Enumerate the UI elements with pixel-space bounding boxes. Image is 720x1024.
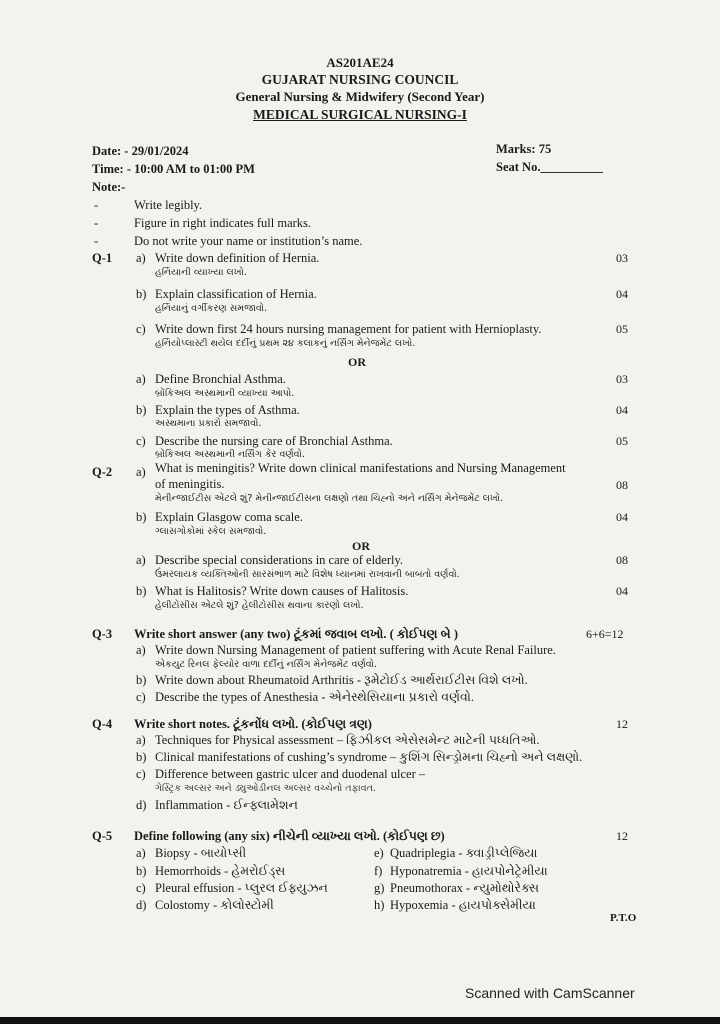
question-text: What is Halitosis? Write down causes of Halitosis. (155, 584, 409, 598)
sub-label: a) (136, 553, 146, 567)
sub-label: c) (136, 881, 146, 895)
question-marks: 08 (616, 478, 628, 492)
question-text: Explain Glasgow coma scale. (155, 510, 303, 524)
question-text-gujarati: બ્રોંકિઅલ અસ્થમાની નર્સિંગ કેર વર્ણવો. (155, 449, 305, 460)
question-number: Q-1 (92, 251, 113, 265)
question-text-gujarati: બ્રોંકિઅલ અસ્થમાની વ્યાખ્યા આપો. (155, 388, 295, 399)
question-text: What is meningitis? Write down clinical manifestations and Nursing Management (155, 461, 566, 475)
course-name: General Nursing & Midwifery (Second Year) (235, 89, 485, 104)
term-item: Biopsy - બાયોપ્સી (155, 846, 247, 860)
question-number: Q-2 (92, 465, 113, 479)
question-text-gujarati: હેલીટોસીસ એટલે શું? હેલીટોસીસ થવાના કારણો લખો. (155, 600, 364, 611)
question-text: Describe the nursing care of Bronchial Asthma. (155, 434, 393, 448)
section-marks: 6+6=12 (586, 627, 624, 641)
note-item: Write legibly. (134, 198, 203, 212)
question-text-gujarati: હર્નિયાની વ્યાખ્યા લખો. (155, 267, 247, 278)
section-title: Write short notes. ટૂંકનોંધ લખો. (કોઈપણ ત્રણ) (134, 717, 372, 731)
sub-label: h) (374, 898, 385, 912)
sub-label: b) (136, 403, 147, 417)
question-text: Write down first 24 hours nursing management for patient with Hernioplasty. (155, 322, 542, 336)
note-bullet: - (94, 216, 99, 230)
question-text: Define Bronchial Asthma. (155, 372, 286, 386)
note-bullet: - (94, 234, 99, 248)
note-item: Figure in right indicates full marks. (134, 216, 312, 230)
note-heading: Note:- (92, 180, 126, 194)
question-text: Write down definition of Hernia. (155, 251, 320, 265)
subject-title: MEDICAL SURGICAL NURSING-I (253, 107, 467, 122)
question-text: of meningitis. (155, 477, 225, 491)
paper-code: AS201AE24 (326, 55, 394, 70)
exam-date: Date: - 29/01/2024 (92, 144, 189, 158)
term-item: Pneumothorax - ન્યુમોથોરેક્સ (390, 881, 539, 895)
sub-label: e) (374, 846, 384, 860)
question-text-gujarati: ગેસ્ટ્રિક અલ્સર અને ડ્યુઓડીનલ અલ્સર વચ્ચેનો તફાવત. (155, 783, 376, 794)
question-text: Difference between gastric ulcer and duodenal ulcer – (155, 767, 426, 781)
question-text: Describe special considerations in care of elderly. (155, 553, 404, 567)
question-text-gujarati: મેનીન્જાઈટીસ એટલે શું? મેનીન્જાઈટીસના લક્ષણો તથા ચિહ્નો અને નર્સિંગ મેનેજમેંટ લખો. (155, 493, 504, 504)
sub-label: b) (136, 864, 147, 878)
term-item: Hemorrhoids - હેમરોઈડ્સ (155, 864, 286, 878)
question-text: Clinical manifestations of cushing’s syndrome – કુશિંગ સિન્ડ્રોમના ચિહ્નો અને લક્ષણો. (155, 750, 583, 764)
question-text-gujarati: એકયુટ રિનલ ફેલ્યોર વાળા દર્દીનું નર્સિંગ મેનેજમેંટ વર્ણવો. (155, 659, 378, 670)
question-marks: 05 (616, 434, 628, 448)
question-number: Q-4 (92, 717, 113, 731)
question-text: Inflammation - ઈન્ફ્લામેશન (155, 798, 298, 812)
question-text-gujarati: ઉંમરલાયક વ્યક્તિઓની સારસંભાળ માટે વિશેષ ધ્યાનમાં રાખવાની બાબતો વર્ણવો. (155, 569, 460, 580)
sub-label: d) (136, 898, 147, 912)
question-text: Describe the types of Anesthesia - એનેસ્થેસિયાના પ્રકારો વર્ણવો. (155, 690, 475, 704)
pto-marker: P.T.O (610, 912, 637, 924)
question-text-gujarati: હર્નિયોપ્લાસ્ટી થયેલ દર્દીનું પ્રથમ ૨૪ કલાકનું નર્સિંગ મેનેજમેંટ લખો. (155, 338, 416, 349)
sub-label: b) (136, 584, 147, 598)
section-marks: 12 (616, 829, 628, 843)
bottom-edge (0, 1017, 720, 1024)
sub-label: b) (136, 673, 147, 687)
sub-label: c) (136, 690, 146, 704)
question-marks: 05 (616, 322, 628, 336)
question-marks: 04 (616, 510, 628, 524)
sub-label: b) (136, 510, 147, 524)
council-name: GUJARAT NURSING COUNCIL (261, 72, 459, 87)
total-marks: Marks: 75 (496, 142, 552, 156)
sub-label: d) (136, 798, 147, 812)
term-item: Colostomy - કોલોસ્ટોમી (155, 898, 274, 912)
scanner-watermark: Scanned with CamScanner (465, 985, 635, 1001)
sub-label: b) (136, 750, 147, 764)
note-item: Do not write your name or institution’s name. (134, 234, 363, 248)
sub-label: a) (136, 372, 146, 386)
sub-label: g) (374, 881, 385, 895)
note-bullet: - (94, 198, 99, 212)
sub-label: a) (136, 251, 146, 265)
section-title: Define following (any six) નીચેની વ્યાખ્યા લખો. (કોઈપણ છ) (134, 829, 445, 843)
section-title: Write short answer (any two) ટૂંકમાં જવાબ લખો. ( કોઈપણ બે ) (134, 627, 458, 641)
seat-number: Seat No.__________ (496, 160, 603, 174)
sub-label: c) (136, 322, 146, 336)
question-marks: 04 (616, 403, 628, 417)
question-marks: 08 (616, 553, 628, 567)
question-text-gujarati: અસ્થમાના પ્રકારો સમજાવો. (155, 418, 262, 429)
sub-label: a) (136, 465, 146, 479)
sub-label: f) (374, 864, 383, 878)
sub-label: a) (136, 846, 146, 860)
term-item: Pleural effusion - પ્લુરલ ઈફ્યુઝન (155, 881, 328, 895)
question-number: Q-3 (92, 627, 113, 641)
question-number: Q-5 (92, 829, 113, 843)
term-item: Hyponatremia - હાયપોનેટ્રેમીયા (390, 864, 548, 878)
question-text: Explain the types of Asthma. (155, 403, 300, 417)
sub-label: c) (136, 434, 146, 448)
or-divider: OR (352, 539, 370, 553)
or-divider: OR (348, 355, 366, 369)
term-item: Hypoxemia - હાયપોક્સેમીયા (390, 898, 536, 912)
question-text: Techniques for Physical assessment – ફિઝીકલ એસેસમેન્ટ માટેની પધ્ધતિઓ. (155, 733, 540, 747)
question-text-gujarati: ગ્લાસગોકોમાં સ્કેલ સમજાવો. (155, 526, 267, 537)
question-marks: 03 (616, 251, 628, 265)
question-marks: 04 (616, 287, 628, 301)
section-marks: 12 (616, 717, 628, 731)
term-item: Quadriplegia - ક્વાડ્રીપ્લેજિયા (390, 846, 538, 860)
question-marks: 04 (616, 584, 628, 598)
sub-label: a) (136, 643, 146, 657)
question-text: Explain classification of Hernia. (155, 287, 317, 301)
sub-label: a) (136, 733, 146, 747)
sub-label: c) (136, 767, 146, 781)
question-text-gujarati: હર્નિયાનું વર્ગીકરણ સમજાવો. (155, 303, 268, 314)
exam-time: Time: - 10:00 AM to 01:00 PM (92, 162, 255, 176)
sub-label: b) (136, 287, 147, 301)
question-marks: 03 (616, 372, 628, 386)
question-text: Write down Nursing Management of patient suffering with Acute Renal Failure. (155, 643, 556, 657)
question-text: Write down about Rheumatoid Arthritis - રૂમેટોઈડ આર્થરાઈટીસ વિશે લખો. (155, 673, 528, 687)
